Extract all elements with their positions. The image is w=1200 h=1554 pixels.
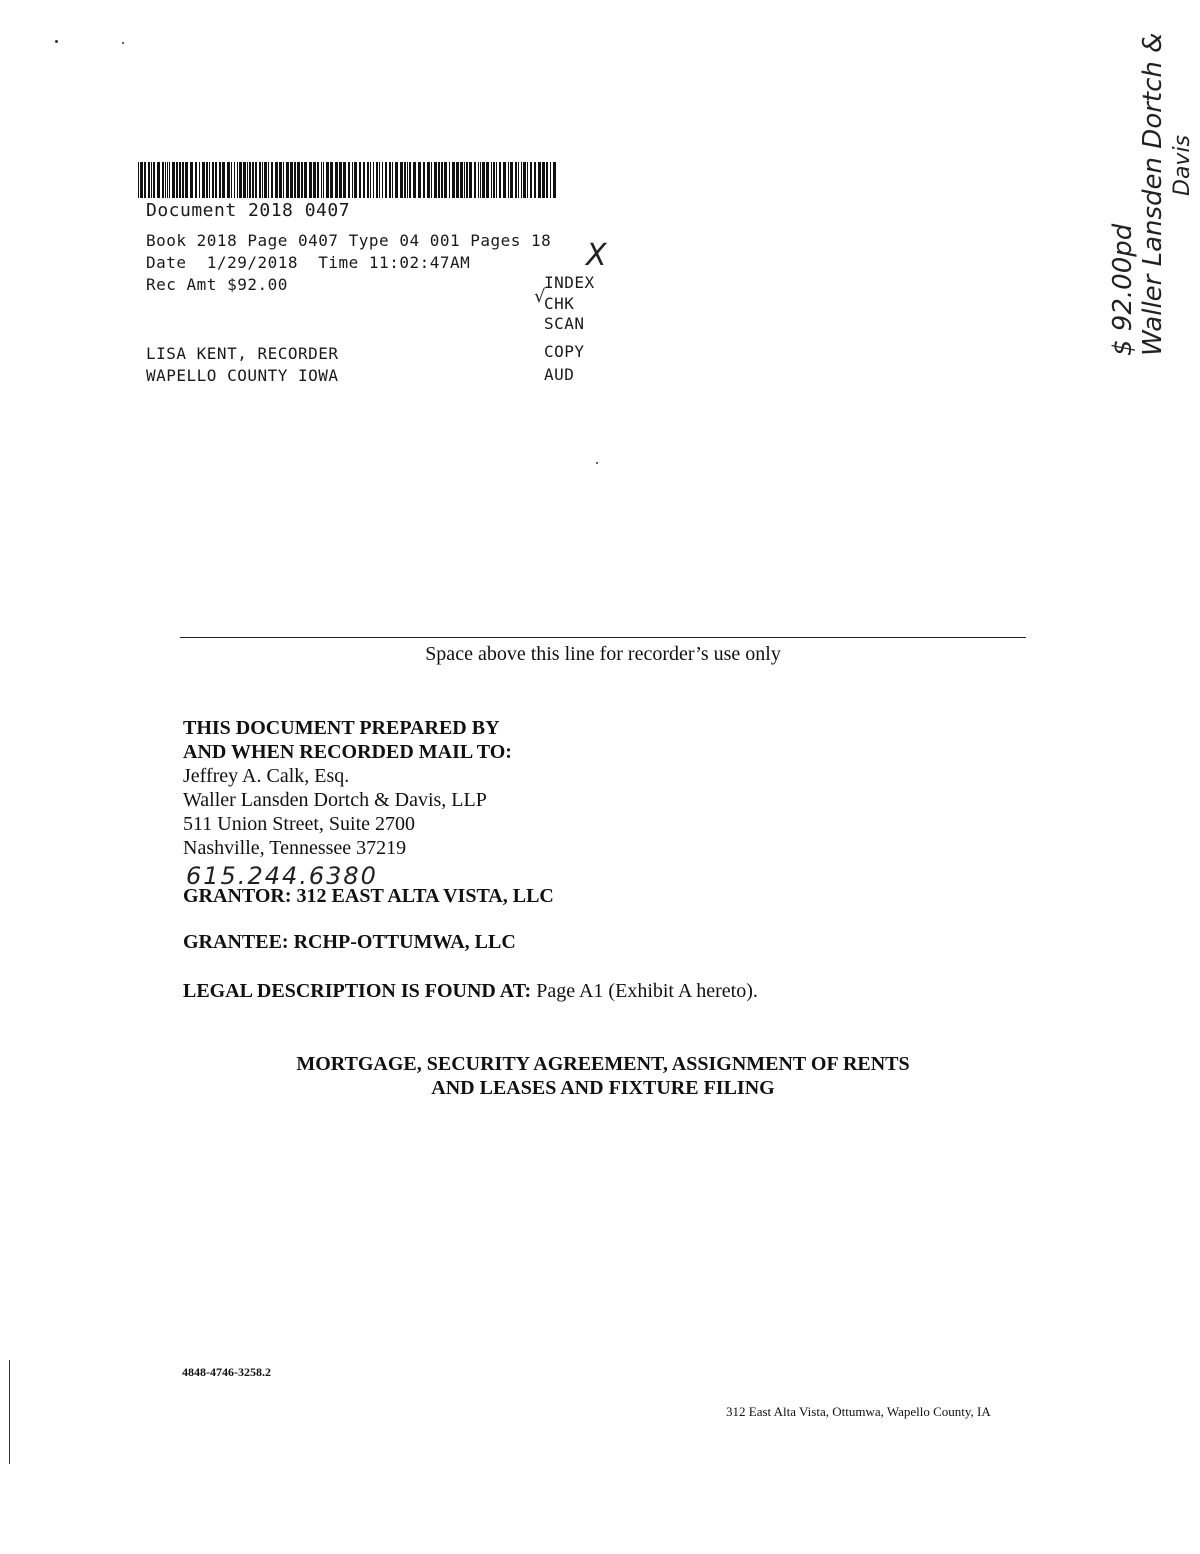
barcode-bar <box>550 162 551 198</box>
barcode-bar <box>423 162 425 198</box>
barcode-bar <box>434 162 437 198</box>
document-title-line-1: MORTGAGE, SECURITY AGREEMENT, ASSIGNMENT OF RENTS <box>296 1053 910 1075</box>
recorder-name: LISA KENT, RECORDER <box>146 344 339 363</box>
barcode-bar <box>172 162 175 198</box>
barcode-bar <box>247 162 248 198</box>
barcode-bar <box>290 162 293 198</box>
barcode-bar <box>162 162 164 198</box>
checklist-item-aud: AUD <box>544 365 575 384</box>
handwritten-paid-amount: $ 92.00pd <box>1108 223 1138 356</box>
barcode-bar <box>138 162 139 198</box>
barcode-bar <box>169 162 170 198</box>
barcode-bar <box>243 162 246 198</box>
barcode-bar <box>373 162 374 198</box>
barcode-bar <box>335 162 338 198</box>
scan-speck <box>596 462 598 464</box>
scan-speck <box>122 42 124 44</box>
preparer-name: Jeffrey A. Calk, Esq. <box>183 765 350 787</box>
recorder-space-divider <box>180 637 1026 638</box>
barcode-bar <box>482 162 485 198</box>
grantor-label: GRANTOR: <box>183 885 292 907</box>
barcode-bar <box>252 162 254 198</box>
checklist-item-scan: SCAN <box>544 314 585 333</box>
barcode-bar <box>262 162 263 198</box>
barcode-bar <box>227 162 230 198</box>
barcode-bar <box>323 162 324 198</box>
checklist-item-index: INDEX <box>544 273 595 292</box>
barcode-bar <box>376 162 378 198</box>
barcode-bar <box>286 162 289 198</box>
barcode-bar <box>231 162 232 198</box>
barcode-bar <box>249 162 251 198</box>
preparer-city: Nashville, Tennessee 37219 <box>183 837 407 859</box>
barcode-bar <box>354 162 357 198</box>
barcode-bar <box>271 162 273 198</box>
barcode-bar <box>553 162 556 198</box>
barcode-bar <box>449 162 450 198</box>
barcode-bar <box>478 162 479 198</box>
barcode-bar <box>534 162 536 198</box>
prepared-by-heading: THIS DOCUMENT PREPARED BY <box>183 717 500 739</box>
barcode-bar <box>460 162 463 198</box>
barcode-bar <box>538 162 541 198</box>
barcode-bar <box>215 162 217 198</box>
barcode-bar <box>389 162 391 198</box>
barcode-bar <box>546 162 548 198</box>
handwritten-firm-name: Waller Lansden Dortch & <box>1138 32 1168 356</box>
barcode-bar <box>542 162 545 198</box>
barcode-bar <box>367 162 369 198</box>
barcode-bar <box>493 162 495 198</box>
barcode-bar <box>148 162 150 198</box>
barcode-bar <box>508 162 509 198</box>
barcode-bar <box>407 162 408 198</box>
barcode-bar <box>176 162 178 198</box>
barcode-bar <box>418 162 421 198</box>
barcode-bar <box>167 162 168 198</box>
barcode-bar <box>474 162 476 198</box>
barcode-bar <box>264 162 267 198</box>
barcode-bar <box>464 162 465 198</box>
grantee-label: GRANTEE: <box>183 931 289 953</box>
barcode-bar <box>527 162 528 198</box>
barcode-bar <box>279 162 282 198</box>
barcode-bar <box>438 162 440 198</box>
barcode-bar <box>294 162 296 198</box>
legal-description-line <box>183 980 758 1003</box>
barcode-bar <box>409 162 411 198</box>
barcode-bar <box>348 162 350 198</box>
barcode-bar <box>190 162 193 198</box>
barcode-bar <box>212 162 214 198</box>
barcode-bar <box>206 162 208 198</box>
barcode-bar <box>496 162 497 198</box>
barcode-bar <box>151 162 152 198</box>
barcode-bar <box>379 162 380 198</box>
handwritten-x-mark: X <box>586 238 607 273</box>
barcode <box>138 162 558 198</box>
barcode-bar <box>469 162 472 198</box>
barcode-bar <box>431 162 432 198</box>
barcode-bar <box>370 162 371 198</box>
document-title-line-2: AND LEASES AND FIXTURE FILING <box>431 1077 775 1099</box>
recording-document-number: Document 2018 0407 <box>146 200 351 221</box>
barcode-bar <box>359 162 361 198</box>
preparer-street: 511 Union Street, Suite 2700 <box>183 813 416 835</box>
barcode-bar <box>140 162 143 198</box>
barcode-bar <box>326 162 329 198</box>
handwritten-phone-number: 615.244.6380 <box>186 862 378 890</box>
barcode-bar <box>222 162 225 198</box>
handwritten-check-icon: √ <box>534 286 546 307</box>
recording-amount-line: Rec Amt $92.00 <box>146 275 288 294</box>
barcode-bar <box>321 162 322 198</box>
barcode-bar <box>317 162 319 198</box>
barcode-bar <box>352 162 353 198</box>
handwritten-margin-note <box>1108 32 1198 356</box>
barcode-bar <box>395 162 398 198</box>
mail-to-heading: AND WHEN RECORDED MAIL TO: <box>183 741 512 763</box>
barcode-bar <box>219 162 221 198</box>
barcode-bar <box>499 162 501 198</box>
footer-property-address: 312 East Alta Vista, Ottumwa, Wapello County, IA <box>726 1404 991 1419</box>
document-title <box>180 1052 1026 1100</box>
barcode-bar <box>239 162 242 198</box>
legal-description-label: LEGAL DESCRIPTION IS FOUND AT: <box>183 980 532 1002</box>
barcode-bar <box>153 162 155 198</box>
barcode-bar <box>255 162 257 198</box>
barcode-bar <box>234 162 235 198</box>
barcode-bar <box>283 162 284 198</box>
barcode-bar <box>237 162 238 198</box>
barcode-bar <box>491 162 492 198</box>
barcode-bar <box>503 162 506 198</box>
barcode-bar <box>441 162 443 198</box>
barcode-bar <box>400 162 403 198</box>
barcode-bar <box>363 162 365 198</box>
barcode-bar <box>209 162 210 198</box>
barcode-bar <box>268 162 269 198</box>
barcode-bar <box>404 162 406 198</box>
barcode-bar <box>444 162 447 198</box>
barcode-bar <box>518 162 519 198</box>
handwritten-firm-name-cont: Davis <box>1170 134 1195 196</box>
barcode-bar <box>466 162 468 198</box>
barcode-bar <box>144 162 146 198</box>
barcode-bar <box>530 162 532 198</box>
scan-margin-line <box>9 1360 10 1464</box>
grantor-value: 312 EAST ALTA VISTA, LLC <box>296 885 554 907</box>
barcode-bar <box>343 162 346 198</box>
barcode-bar <box>330 162 333 198</box>
barcode-bar <box>339 162 342 198</box>
barcode-bar <box>275 162 278 198</box>
barcode-bar <box>195 162 197 198</box>
barcode-bar <box>309 162 312 198</box>
barcode-bar <box>486 162 489 198</box>
barcode-bar <box>304 162 307 198</box>
barcode-bar <box>452 162 455 198</box>
prepared-by-block <box>183 716 512 860</box>
barcode-bar <box>165 162 166 198</box>
barcode-bar <box>510 162 513 198</box>
grantee-line <box>183 931 516 954</box>
recording-date-line: Date 1/29/2018 Time 11:02:47AM <box>146 253 471 272</box>
barcode-bar <box>297 162 300 198</box>
barcode-bar <box>392 162 393 198</box>
legal-description-value: Page A1 (Exhibit A hereto). <box>536 980 758 1002</box>
barcode-bar <box>480 162 481 198</box>
footer-document-id: 4848-4746-3258.2 <box>182 1365 271 1379</box>
barcode-bar <box>523 162 526 198</box>
preparer-firm: Waller Lansden Dortch & Davis, LLP <box>183 789 487 811</box>
barcode-bar <box>382 162 383 198</box>
barcode-bar <box>456 162 459 198</box>
barcode-bar <box>182 162 184 198</box>
recorder-space-note: Space above this line for recorder’s use only <box>425 643 781 665</box>
checklist-item-chk: CHK <box>544 294 575 313</box>
barcode-bar <box>515 162 517 198</box>
barcode-bar <box>185 162 188 198</box>
checklist-item-copy: COPY <box>544 342 585 361</box>
barcode-bar <box>521 162 522 198</box>
grantee-value: RCHP-OTTUMWA, LLC <box>293 931 516 953</box>
barcode-bar <box>427 162 430 198</box>
barcode-bar <box>313 162 316 198</box>
barcode-bar <box>301 162 303 198</box>
scan-speck <box>55 40 58 43</box>
recording-book-line: Book 2018 Page 0407 Type 04 001 Pages 18 <box>146 231 552 250</box>
barcode-bar <box>179 162 181 198</box>
barcode-bar <box>413 162 416 198</box>
barcode-bar <box>199 162 200 198</box>
barcode-bar <box>157 162 160 198</box>
barcode-bar <box>202 162 205 198</box>
barcode-bar <box>259 162 261 198</box>
grantor-line <box>183 885 554 908</box>
recorder-county: WAPELLO COUNTY IOWA <box>146 366 339 385</box>
barcode-bar <box>385 162 387 198</box>
